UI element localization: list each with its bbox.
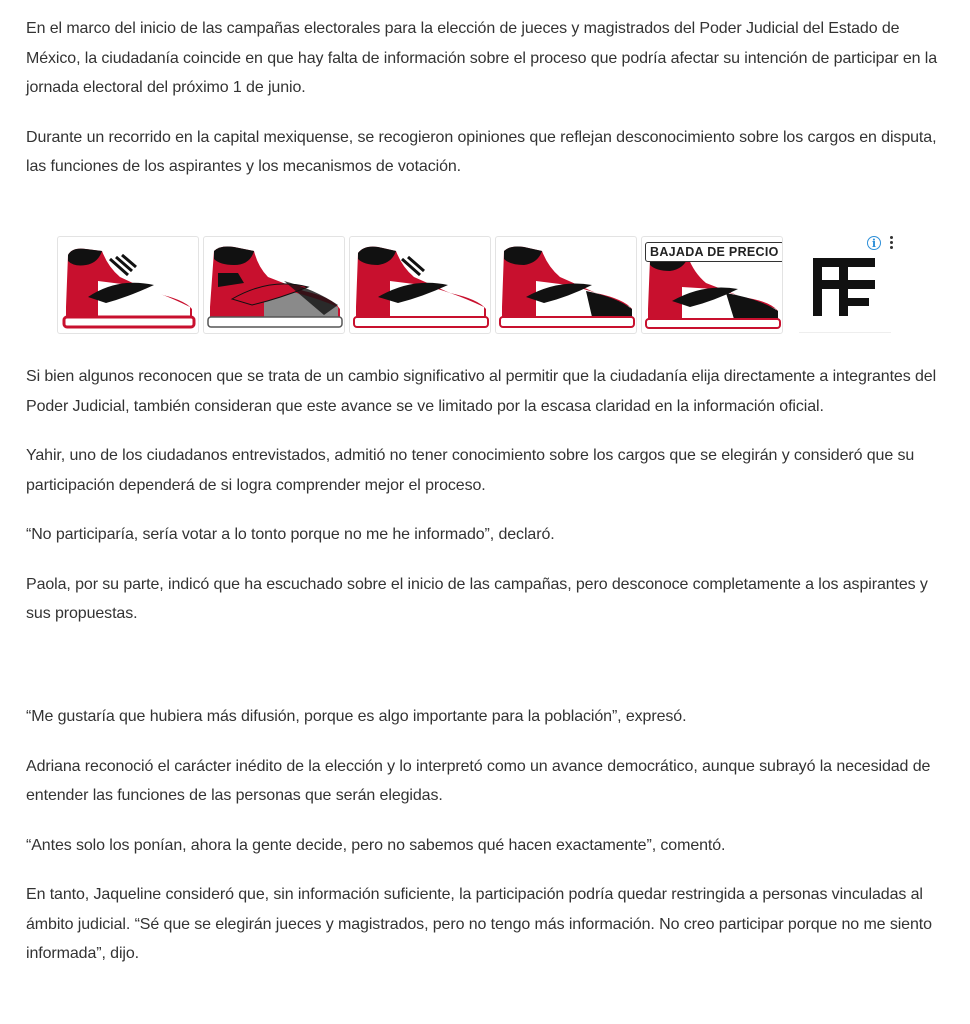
product-tile[interactable] — [203, 236, 345, 334]
sneaker-red-white-icon — [350, 237, 491, 334]
article-body — [26, 14, 946, 182]
article-body-final — [26, 702, 946, 969]
paragraph: En el marco del inicio de las campañas electorales para la elección de jueces y magistrados del Poder Judicial del Estado de México, la ciudadanía coincide en que hay falta de información sobre el proceso que podría afectar su intención de participar en la jornada electoral del próximo 1 de junio. — [26, 20, 938, 96]
article-body-continued — [26, 362, 946, 629]
paragraph: Durante un recorrido en la capital mexiquense, se recogieron opiniones que reflejan desconocimiento sobre los cargos en disputa, las funciones de los aspirantes y los mecanismos de votación. — [26, 128, 937, 175]
paragraph: En tanto, Jaqueline consideró que, sin información suficiente, la participación podría quedar restringida a personas vinculadas al ámbito judicial. “Sé que se elegirán jueces y magistrados, pero no tengo más información. No creo participar porque no me siento informada”, dijo. — [26, 886, 932, 962]
sneaker-black-red-grey-icon — [204, 237, 345, 334]
more-options-icon[interactable] — [889, 236, 895, 252]
paragraph: Yahir, uno de los ciudadanos entrevistados, admitió no tener conocimiento sobre los cargos que se elegirán y consideró que su participación dependerá de si logra comprender mejor el proceso. — [26, 447, 915, 494]
paragraph: “Me gustaría que hubiera más difusión, porque es algo importante para la población”, expresó. — [26, 708, 687, 725]
sneaker-black-toe-icon — [496, 237, 637, 334]
paragraph: “Antes solo los ponían, ahora la gente decide, pero no sabemos qué hacen exactamente”, comentó. — [26, 836, 726, 854]
sponsored-ad[interactable] — [57, 236, 897, 334]
sneaker-red-white-icon — [58, 237, 199, 334]
paragraph: Si bien algunos reconocen que se trata de un cambio significativo al permitir que la ciudadanía elija directamente a integrantes del Poder Judicial, también consideran que este avance se ve limitado por la escasa claridad en la información oficial. — [26, 368, 937, 415]
product-tile[interactable] — [641, 236, 783, 334]
paragraph: “No participaría, sería votar a lo tonto porque no me he informado”, declaró. — [26, 526, 555, 543]
price-drop-badge: BAJADA DE PRECIO — [645, 242, 783, 262]
product-tile[interactable] — [495, 236, 637, 334]
adchoices-icon[interactable]: i — [867, 236, 881, 250]
farfetch-ff-logo — [799, 246, 891, 332]
product-tile[interactable] — [57, 236, 199, 334]
paragraph: Paola, por su parte, indicó que ha escuchado sobre el inicio de las campañas, pero desconoce completamente a los aspirantes y sus propuestas. — [26, 575, 928, 622]
brand-logo-tile[interactable] — [799, 246, 891, 333]
product-tile[interactable] — [349, 236, 491, 334]
paragraph: Adriana reconoció el carácter inédito de la elección y lo interpretó como un avance democrático, aunque subrayó la necesidad de entender las funciones de las personas que serán elegidas. — [26, 757, 931, 804]
